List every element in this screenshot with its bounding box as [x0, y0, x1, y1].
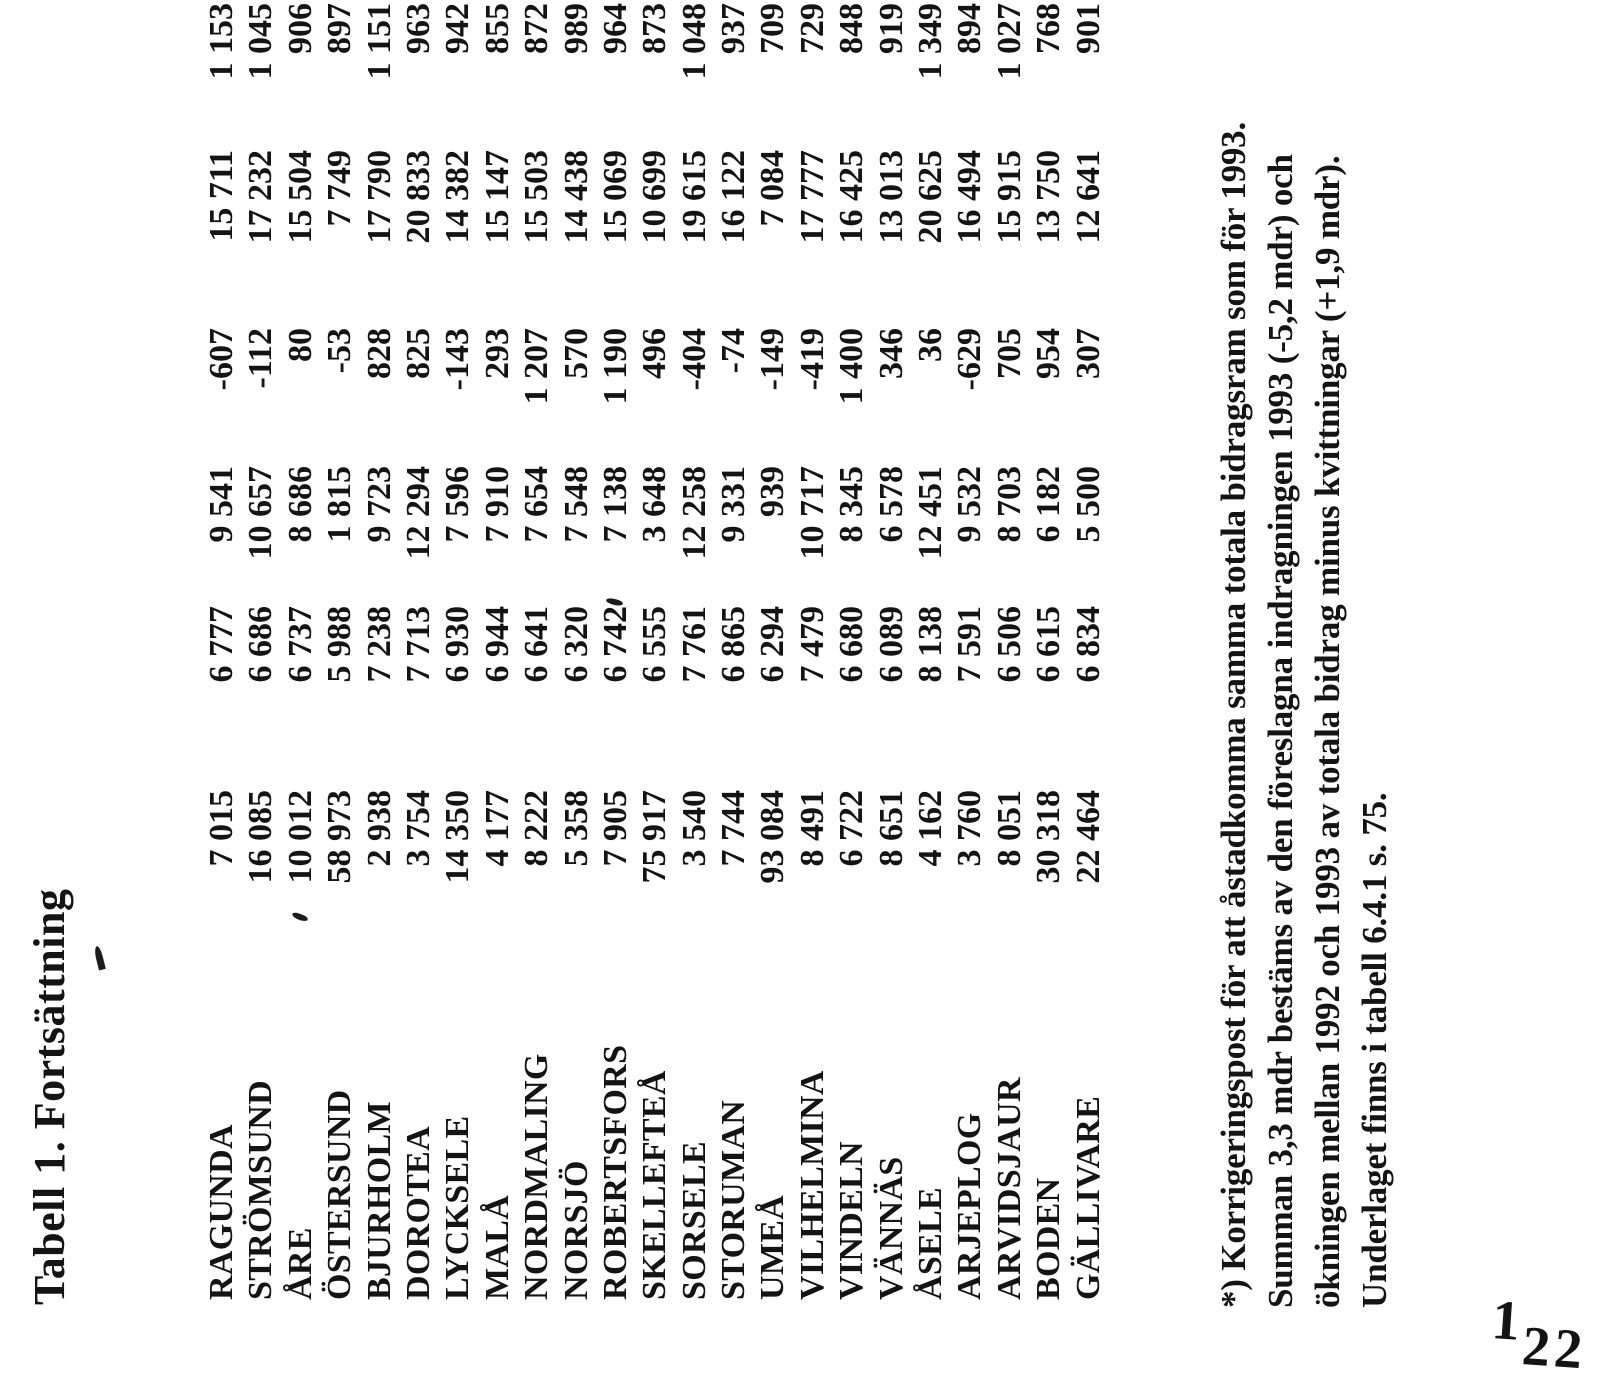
value-cell: 346: [872, 328, 910, 379]
page-number-clipped-digits: 22: [1520, 1315, 1589, 1382]
value-cell: 3 754: [399, 790, 437, 867]
value-cell: 14 382: [439, 150, 477, 244]
value-cell: 8 222: [518, 790, 556, 867]
table-row: [793, 0, 832, 1300]
value-cell: 36: [912, 328, 950, 362]
value-cell: 6 506: [990, 606, 1028, 683]
table-row: [438, 0, 477, 1300]
value-cell: 1 349: [912, 3, 950, 80]
value-cell: 8 491: [793, 790, 831, 867]
value-cell: 954: [1030, 328, 1068, 379]
value-cell: 6 930: [439, 606, 477, 683]
value-cell: 9 723: [360, 466, 398, 543]
value-cell: 5 358: [557, 790, 595, 867]
municipality-name: BODEN: [1030, 1177, 1068, 1300]
value-cell: -607: [203, 328, 240, 391]
municipality-name: STRÖMSUND: [242, 1080, 280, 1300]
value-cell: 16 085: [242, 790, 280, 884]
value-cell: 7 713: [399, 606, 437, 683]
value-cell: 855: [478, 3, 516, 54]
table-row: [596, 0, 635, 1300]
table-row: [1069, 0, 1108, 1300]
table-row: [635, 0, 674, 1300]
municipality-name: NORSJÖ: [557, 1160, 595, 1300]
value-cell: -74: [715, 328, 753, 374]
value-cell: 7 761: [675, 606, 713, 683]
value-cell: 14 350: [439, 790, 477, 884]
value-cell: 6 742: [596, 606, 634, 683]
table-row: [320, 0, 359, 1300]
value-cell: 17 790: [360, 150, 398, 244]
value-cell: 7 744: [715, 790, 753, 867]
value-cell: 1 151: [360, 3, 398, 80]
value-cell: 6 834: [1069, 606, 1107, 683]
value-cell: -53: [321, 328, 359, 374]
value-cell: 825: [399, 328, 437, 379]
value-cell: 6 686: [242, 606, 280, 683]
value-cell: 963: [399, 3, 437, 54]
value-cell: 7 905: [596, 790, 634, 867]
table-row: [281, 0, 320, 1300]
value-cell: 6 089: [872, 606, 910, 683]
footnote: [1210, 28, 1398, 1308]
value-cell: 6 294: [754, 606, 792, 683]
value-cell: 1 207: [518, 328, 556, 405]
value-cell: 10 012: [281, 790, 319, 884]
value-cell: 3 648: [636, 466, 674, 543]
value-cell: 7 591: [951, 606, 989, 683]
value-cell: 30 318: [1030, 790, 1068, 884]
value-cell: 6 615: [1030, 606, 1068, 683]
page-number-digit: 1: [1489, 1289, 1523, 1353]
table-row: [832, 0, 871, 1300]
value-cell: 15 711: [203, 150, 240, 242]
value-cell: 1 027: [990, 3, 1028, 80]
value-cell: 6 680: [833, 606, 871, 683]
value-cell: 1 045: [242, 3, 280, 80]
municipality-name: MALÅ: [478, 1194, 516, 1300]
municipality-name: ARVIDSJAUR: [990, 1077, 1028, 1300]
municipality-name: VÄNNÄS: [872, 1156, 910, 1300]
value-cell: 1 400: [833, 328, 871, 405]
table-row: [360, 0, 399, 1300]
value-cell: 20 625: [912, 150, 950, 244]
value-cell: 3 760: [951, 790, 989, 867]
value-cell: 9 532: [951, 466, 989, 543]
municipality-name: BJURHOLM: [360, 1101, 398, 1300]
value-cell: 1 153: [203, 3, 240, 80]
data-table: [202, 0, 1108, 1300]
table-row: [557, 0, 596, 1300]
value-cell: 22 464: [1069, 790, 1107, 884]
municipality-name: DOROTEA: [399, 1125, 437, 1300]
value-cell: 6 182: [1030, 466, 1068, 543]
table-row: [1029, 0, 1068, 1300]
municipality-name: SKELLEFTEÅ: [636, 1070, 674, 1300]
value-cell: 8 138: [912, 606, 950, 683]
value-cell: 7 238: [360, 606, 398, 683]
municipality-name: STORUMAN: [715, 1099, 753, 1300]
value-cell: 7 138: [596, 466, 634, 543]
table-row: [872, 0, 911, 1300]
value-cell: 12 641: [1069, 150, 1107, 244]
municipality-name: RAGUNDA: [203, 1124, 240, 1300]
value-cell: 848: [833, 3, 871, 54]
value-cell: 942: [439, 3, 477, 54]
value-cell: 4 177: [478, 790, 516, 867]
value-cell: 828: [360, 328, 398, 379]
table-row: [675, 0, 714, 1300]
value-cell: 8 051: [990, 790, 1028, 867]
value-cell: 1 190: [596, 328, 634, 405]
value-cell: 989: [557, 3, 595, 54]
value-cell: 8 686: [281, 466, 319, 543]
value-cell: 93 084: [754, 790, 792, 884]
value-cell: 20 833: [399, 150, 437, 244]
value-cell: 872: [518, 3, 556, 54]
value-cell: 16 122: [715, 150, 753, 244]
value-cell: 3 540: [675, 790, 713, 867]
municipality-name: GÄLLIVARE: [1069, 1095, 1107, 1300]
value-cell: 6 865: [715, 606, 753, 683]
value-cell: 10 699: [636, 150, 674, 244]
value-cell: 901: [1069, 3, 1107, 54]
municipality-name: ARJEPLOG: [951, 1112, 989, 1300]
value-cell: -149: [754, 328, 792, 391]
value-cell: 1 048: [675, 3, 713, 80]
value-cell: 7 548: [557, 466, 595, 543]
table-row: [990, 0, 1029, 1300]
value-cell: -629: [951, 328, 989, 391]
municipality-name: NORDMALING: [518, 1053, 556, 1300]
value-cell: 19 615: [675, 150, 713, 244]
value-cell: 894: [951, 3, 989, 54]
value-cell: 6 944: [478, 606, 516, 683]
value-cell: 9 541: [203, 466, 240, 543]
value-cell: 570: [557, 328, 595, 379]
value-cell: 897: [321, 3, 359, 54]
value-cell: 17 232: [242, 150, 280, 244]
value-cell: 12 451: [912, 466, 950, 560]
value-cell: 873: [636, 3, 674, 54]
value-cell: 293: [478, 328, 516, 379]
table-row: [478, 0, 517, 1300]
value-cell: 12 294: [399, 466, 437, 560]
value-cell: 16 425: [833, 150, 871, 244]
value-cell: 15 147: [478, 150, 516, 244]
municipality-name: LYCKSELE: [439, 1115, 477, 1300]
value-cell: 1 815: [321, 466, 359, 543]
value-cell: 17 777: [793, 150, 831, 244]
municipality-name: ÖSTERSUND: [321, 1089, 359, 1300]
municipality-name: SORSELE: [675, 1141, 713, 1300]
value-cell: 6 737: [281, 606, 319, 683]
value-cell: 7 749: [321, 150, 359, 227]
value-cell: 58 973: [321, 790, 359, 884]
value-cell: 8 703: [990, 466, 1028, 543]
value-cell: 5 500: [1069, 466, 1107, 543]
page-title: Tabell 1. Fortsättning: [25, 888, 74, 1305]
value-cell: 13 013: [872, 150, 910, 244]
value-cell: 5 988: [321, 606, 359, 683]
table-row: [241, 0, 280, 1300]
value-cell: 768: [1030, 3, 1068, 54]
value-cell: 307: [1069, 328, 1107, 379]
value-cell: 10 717: [793, 466, 831, 560]
value-cell: 7 910: [478, 466, 516, 543]
table-row: [714, 0, 753, 1300]
value-cell: 15 069: [596, 150, 634, 244]
value-cell: 496: [636, 328, 674, 379]
value-cell: 6 641: [518, 606, 556, 683]
value-cell: 6 578: [872, 466, 910, 543]
municipality-name: ROBERTSFORS: [596, 1044, 634, 1300]
value-cell: 709: [754, 3, 792, 54]
table-row: [753, 0, 792, 1300]
value-cell: -404: [675, 328, 713, 391]
value-cell: 964: [596, 3, 634, 54]
value-cell: 6 722: [833, 790, 871, 867]
value-cell: 15 504: [281, 150, 319, 244]
value-cell: 9 331: [715, 466, 753, 543]
value-cell: 80: [281, 328, 319, 362]
table-row: [517, 0, 556, 1300]
value-cell: 7 084: [754, 150, 792, 227]
municipality-name: VINDELN: [833, 1141, 871, 1300]
value-cell: 6 777: [203, 606, 240, 683]
footnote-line: *) Korrigeringspost för att åstadkomma samma totala bidragsram som för 1993.: [1214, 121, 1253, 1308]
municipality-name: VILHELMINA: [793, 1070, 831, 1300]
value-cell: 15 503: [518, 150, 556, 244]
table-row: [950, 0, 989, 1300]
table-row: [399, 0, 438, 1300]
value-cell: 7 654: [518, 466, 556, 543]
value-cell: 4 162: [912, 790, 950, 867]
value-cell: 7 015: [203, 790, 240, 867]
value-cell: 10 657: [242, 466, 280, 560]
value-cell: -143: [439, 328, 477, 391]
value-cell: 13 750: [1030, 150, 1068, 244]
value-cell: 729: [793, 3, 831, 54]
value-cell: 919: [872, 3, 910, 54]
value-cell: 6 555: [636, 606, 674, 683]
value-cell: 8 651: [872, 790, 910, 867]
municipality-name: ÅRE: [281, 1227, 319, 1300]
value-cell: 906: [281, 3, 319, 54]
municipality-name: UMEÅ: [754, 1194, 792, 1300]
municipality-name: ÅSELE: [912, 1187, 950, 1300]
value-cell: 16 494: [951, 150, 989, 244]
value-cell: 939: [754, 466, 792, 517]
value-cell: 7 596: [439, 466, 477, 543]
value-cell: -419: [793, 328, 831, 391]
value-cell: 705: [990, 328, 1028, 379]
value-cell: 6 320: [557, 606, 595, 683]
value-cell: 2 938: [360, 790, 398, 867]
value-cell: 937: [715, 3, 753, 54]
value-cell: -112: [242, 328, 280, 389]
value-cell: 12 258: [675, 466, 713, 560]
footnote-line: Underlaget finns i tabell 6.4.1 s. 75.: [1355, 792, 1394, 1308]
value-cell: 8 345: [833, 466, 871, 543]
ink-mark: [93, 946, 106, 971]
value-cell: 15 915: [990, 150, 1028, 244]
table-row: [911, 0, 950, 1300]
value-cell: 7 479: [793, 606, 831, 683]
page-number: [1489, 1289, 1589, 1382]
value-cell: 75 917: [636, 790, 674, 884]
value-cell: 14 438: [557, 150, 595, 244]
footnote-line: Summan 3,3 mdr bestäms av den föreslagna indragningen 1993 (-5,2 mdr) och: [1261, 154, 1300, 1308]
footnote-line: ökningen mellan 1992 och 1993 av totala bidrag minus kvittningar (+1,9 mdr).: [1308, 155, 1347, 1308]
table-row: [202, 0, 241, 1300]
